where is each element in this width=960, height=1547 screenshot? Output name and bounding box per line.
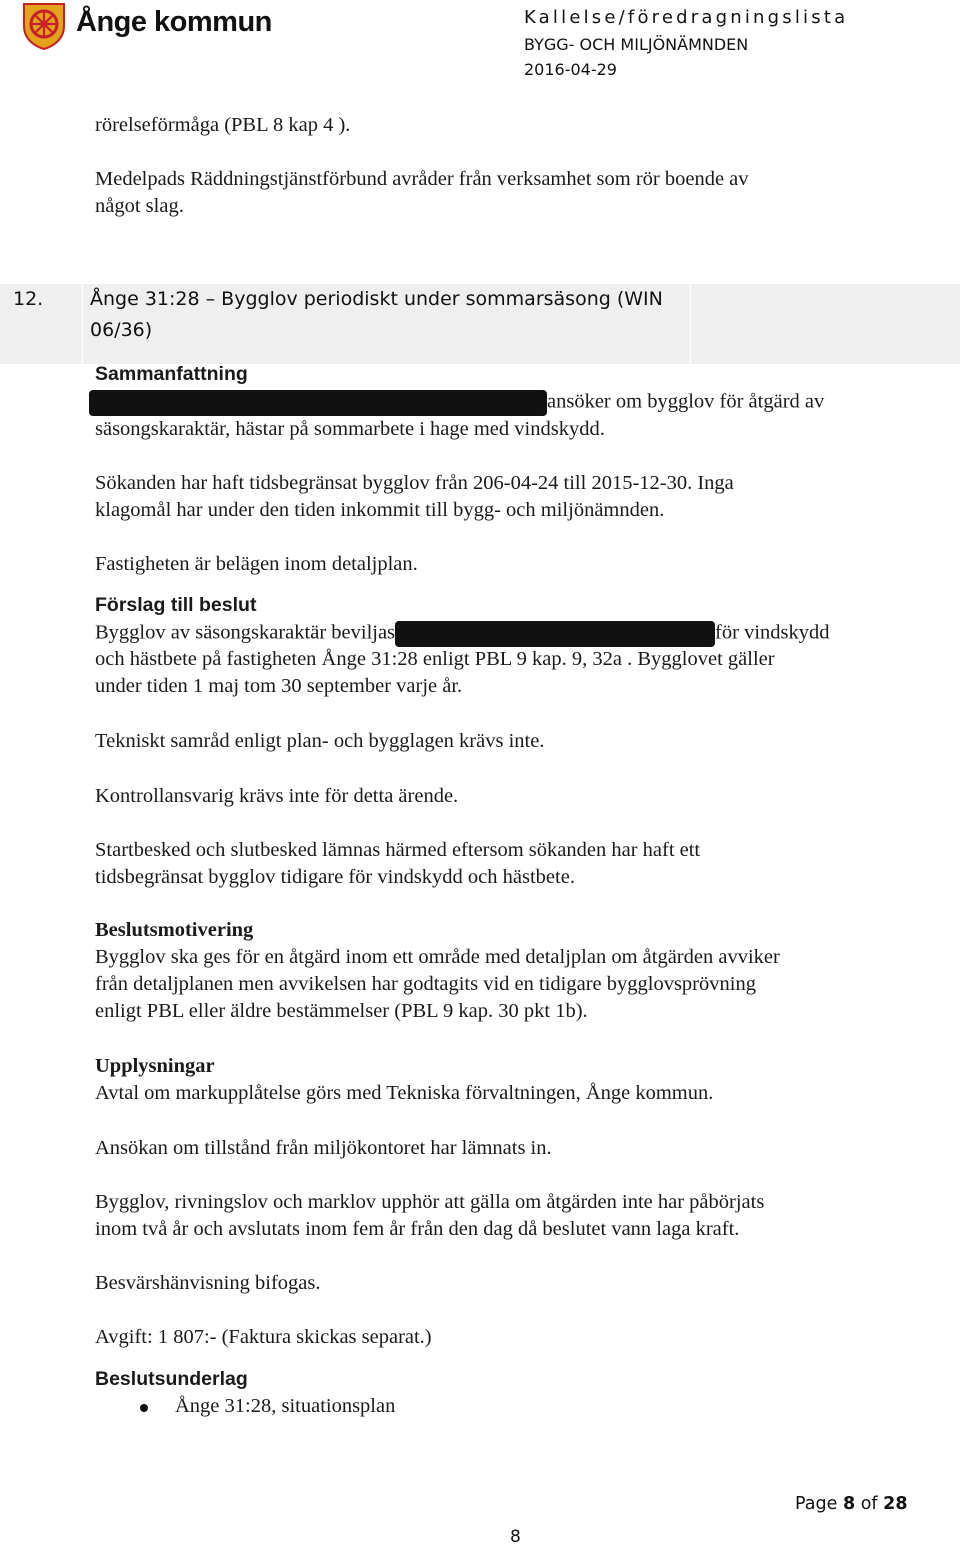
- prev-item-text: rörelseförmåga (PBL 8 kap 4 ).: [95, 114, 351, 136]
- basis-heading: Beslutsunderlag: [95, 1368, 248, 1390]
- proposal-p4-line-2: tidsbegränsat bygglov tidigare för vindskydd och hästbete.: [95, 866, 575, 888]
- agenda-item-title-2: 06/36): [90, 319, 153, 341]
- document-date: 2016-04-29: [524, 60, 617, 79]
- rescue-service-text-1: Medelpads Räddningstjänstförbund avråder från verksamhet som rör boende av: [95, 168, 749, 190]
- motivation-heading: Beslutsmotivering: [95, 919, 254, 941]
- proposal-p4-line-1: Startbesked och slutbesked lämnas härmed eftersom sökanden har haft ett: [95, 839, 701, 861]
- motivation-line-1: Bygglov ska ges för en åtgärd inom ett område med detaljplan om åtgärden avviker: [95, 946, 780, 968]
- motivation-line-2: från detaljplanen men avvikelsen har godtagits vid en tidigare bygglovsprövning: [95, 973, 756, 995]
- proposal-line-2: och hästbete på fastigheten Ånge 31:28 enligt PBL 9 kap. 9, 32a . Bygglovet gäller: [95, 648, 775, 670]
- info-p4: Besvärshänvisning bifogas.: [95, 1272, 321, 1294]
- proposal-line-1-before: Bygglov av säsongskaraktär beviljas: [95, 621, 396, 644]
- summary-line-1-text: ansöker om bygglov för åtgärd av: [547, 390, 825, 413]
- motivation-line-3: enligt PBL eller äldre bestämmelser (PBL 9 kap. 30 pkt 1b).: [95, 1000, 588, 1022]
- info-heading: Upplysningar: [95, 1055, 215, 1077]
- bullet-icon: [140, 1404, 148, 1412]
- summary-p3: Fastigheten är belägen inom detaljplan.: [95, 553, 418, 575]
- ange-kommun-crest-icon: [20, 2, 68, 50]
- basis-list-item: [140, 1395, 395, 1418]
- info-p5: Avgift: 1 807:- (Faktura skickas separat.): [95, 1326, 432, 1348]
- page-current: 8: [842, 1494, 856, 1514]
- info-p3-line-2: inom två år och avslutats inom fem år från den dag då beslutet vann laga kraft.: [95, 1218, 740, 1240]
- proposal-p2: Tekniskt samråd enligt plan- och bygglagen krävs inte.: [95, 730, 545, 752]
- info-p3-line-1: Bygglov, rivningslov och marklov upphör att gälla om åtgärden inte har påbörjats: [95, 1191, 765, 1213]
- redacted-recipient: [395, 621, 715, 647]
- rescue-service-text-2: något slag.: [95, 195, 184, 217]
- summary-p2-line-1: Sökanden har haft tidsbegränsat bygglov från 206-04-24 till 2015-12-30. Inga: [95, 472, 734, 494]
- agenda-item-title-1: Ånge 31:28 – Bygglov periodiskt under sommarsäsong (WIN: [90, 288, 663, 310]
- proposal-line-3: under tiden 1 maj tom 30 september varje år.: [95, 675, 463, 697]
- page-counter: [795, 1494, 908, 1514]
- page-label: Page: [795, 1494, 838, 1514]
- summary-heading: Sammanfattning: [95, 363, 248, 385]
- agenda-item-number: 12.: [13, 288, 44, 310]
- committee-name: BYGG- OCH MILJÖNÄMNDEN: [524, 35, 749, 54]
- summary-p2-line-2: klagomål har under den tiden inkommit till bygg- och miljönämnden.: [95, 499, 665, 521]
- proposal-p3: Kontrollansvarig krävs inte för detta ärende.: [95, 785, 459, 807]
- info-p1: Avtal om markupplåtelse görs med Tekniska förvaltningen, Ånge kommun.: [95, 1082, 714, 1104]
- summary-line-2: säsongskaraktär, hästar på sommarbete i hage med vindskydd.: [95, 418, 605, 440]
- proposal-line-1-after: för vindskydd: [715, 621, 830, 644]
- header-logo: [20, 2, 68, 50]
- page-of-label: of: [860, 1494, 878, 1514]
- info-p2: Ansökan om tillstånd från miljökontoret har lämnats in.: [95, 1137, 552, 1159]
- org-name: Ånge kommun: [76, 6, 272, 38]
- redacted-applicant: [89, 390, 547, 416]
- page-total: 28: [883, 1494, 908, 1514]
- doc-type: Kallelse/föredragningslista: [524, 7, 849, 28]
- proposal-heading: Förslag till beslut: [95, 594, 257, 616]
- basis-list-item-text: Ånge 31:28, situationsplan: [175, 1395, 396, 1417]
- proposal-line-1: [95, 621, 830, 647]
- page-number: 8: [510, 1527, 521, 1547]
- agenda-item-header: [0, 284, 960, 364]
- summary-line-1: [89, 390, 824, 416]
